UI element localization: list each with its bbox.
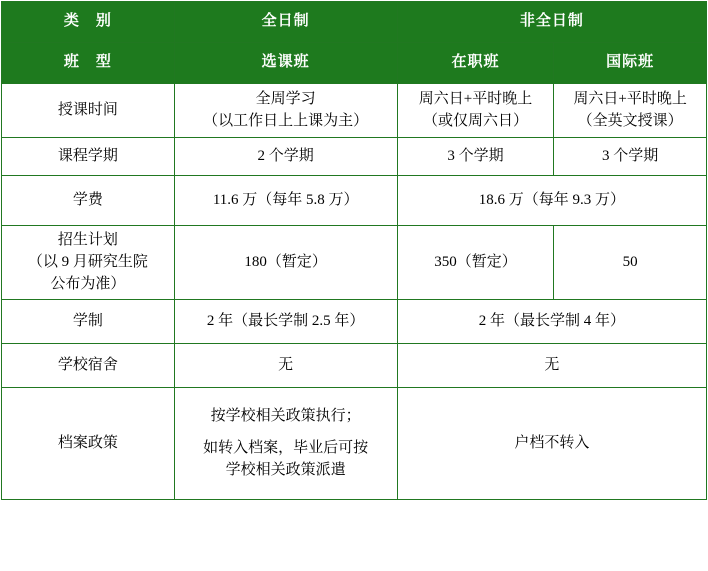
cell-class-time-inservice [397,84,554,138]
row-label-dormitory: 学校宿舍 [2,344,175,388]
cell-dormitory-fulltime: 无 [174,344,397,388]
row-label-file-policy: 档案政策 [2,388,175,500]
row-label-enrollment-plan [2,226,175,300]
cell-course-terms-international: 3 个学期 [554,138,707,176]
table-header-row-category [2,2,707,43]
program-comparison-table [1,1,707,500]
cell-line: 周六日+平时晚上 [573,90,687,107]
table-row-tuition [2,176,707,226]
header-cell-fulltime: 全日制 [174,2,397,43]
row-label-duration: 学制 [2,300,175,344]
cell-line: 全周学习 [255,90,316,107]
table-row-enrollment-plan [2,226,707,300]
cell-class-time-fulltime [174,84,397,138]
row-label-line: 招生计划 [57,232,118,248]
table-row-class-time [2,84,707,138]
row-label-tuition: 学费 [2,176,175,226]
cell-line: （全英文授课） [577,112,683,129]
cell-line: （以工作日上上课为主） [203,112,369,129]
table-row-course-terms [2,138,707,176]
cell-line: 学校相关政策派遣 [225,461,346,478]
cell-file-policy-parttime: 户档不转入 [397,388,706,500]
cell-class-time-international [554,84,707,138]
cell-dormitory-parttime: 无 [397,344,706,388]
table-header-row-classtype [2,43,707,84]
cell-line: 按学校相关政策执行； [210,408,361,425]
cell-line: 周六日+平时晚上 [418,90,533,107]
header-cell-international-class: 国际班 [554,43,707,84]
row-label-course-terms: 课程学期 [2,138,175,176]
header-cell-inservice-class: 在职班 [397,43,554,84]
table-row-duration [2,300,707,344]
header-cell-elective-class: 选课班 [174,43,397,84]
cell-spacer [178,428,394,438]
cell-tuition-fulltime: 11.6 万（每年 5.8 万） [174,176,397,226]
cell-enrollment-international: 50 [554,226,707,300]
header-cell-parttime: 非全日制 [397,2,706,43]
table-row-dormitory [2,344,707,388]
cell-tuition-parttime: 18.6 万（每年 9.3 万） [397,176,706,226]
table-row-file-policy [2,388,707,500]
cell-course-terms-fulltime: 2 个学期 [174,138,397,176]
cell-file-policy-fulltime [174,388,397,500]
cell-enrollment-fulltime: 180（暂定） [174,226,397,300]
header-cell-category: 类 别 [2,2,175,43]
row-label-line: 公布为准） [50,275,126,292]
cell-enrollment-inservice: 350（暂定） [397,226,554,300]
cell-course-terms-inservice: 3 个学期 [397,138,554,176]
row-label-class-time: 授课时间 [2,84,175,138]
cell-duration-fulltime: 2 年（最长学制 2.5 年） [174,300,397,344]
cell-line: 如转入档案，毕业后可按 [203,439,369,456]
cell-duration-parttime: 2 年（最长学制 4 年） [397,300,706,344]
header-cell-classtype: 班 型 [2,43,175,84]
cell-line: （或仅周六日） [422,112,528,129]
row-label-line: （以 9 月研究生院 [27,253,148,270]
